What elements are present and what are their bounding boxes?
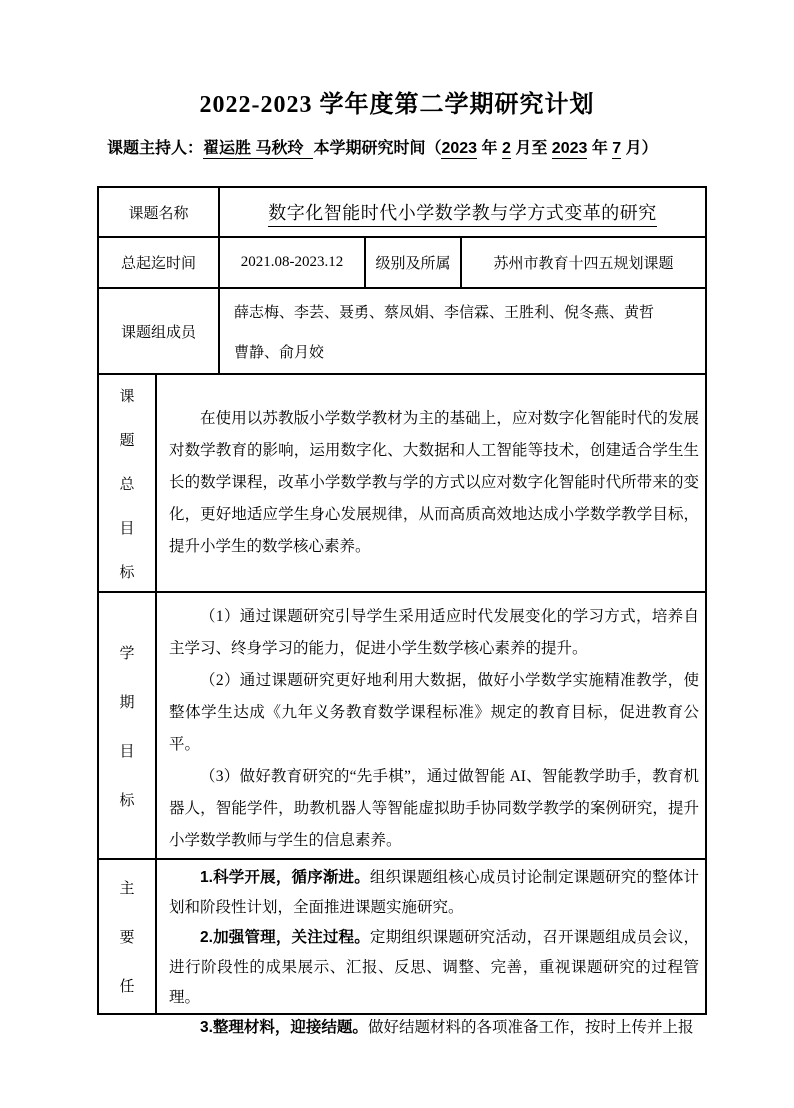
row-topic-name: [98, 187, 706, 237]
members-line-1: 薛志梅、李芸、聂勇、蔡凤娟、李信霖、王胜利、倪冬燕、黄哲: [234, 305, 655, 321]
row-overall-goal: [98, 374, 706, 592]
term-goal-label-stack: [99, 642, 155, 810]
task-2-text: 定期组织课题研究活动，召开课题组成员会议，进行阶段性的成果展示、汇报、反思、调整、完善，重视课题研究的过程管理。: [169, 929, 700, 1006]
task-item-3: [169, 1013, 699, 1043]
research-plan-table: [97, 186, 707, 1036]
end-month: 7: [612, 140, 622, 157]
term-goal-paragraph-3: （3）做好教育研究的“先手棋”，通过做智能 AI、智能教学助手，教育机器人，智能学件，助教机器人等智能虚拟助手协同数学教学的案例研究，提升小学数学教师与学生的信息素养。: [169, 768, 700, 849]
duration-value: 2021.08-2023.12: [219, 237, 365, 288]
task-3-lead: 3.整理材料，迎接结题。: [200, 1019, 368, 1036]
members-line-2: 曹静、俞月姣: [234, 345, 325, 361]
row-duration-level: [98, 237, 706, 288]
end-year: 2023: [551, 140, 588, 157]
month-to-unit: 月至: [510, 140, 552, 157]
task-1-text: 组织课题组核心成员讨论制定课题研究的整体计划和阶段性计划，全面推进课题实施研究。: [169, 869, 700, 916]
members-cell: [219, 288, 706, 374]
task-2-lead: 2.加强管理，关注过程。: [200, 929, 370, 946]
overall-goal-char: 课: [119, 388, 135, 405]
topic-name-label: 课题名称: [98, 187, 219, 237]
term-goal-paragraph-1: （1）通过课题研究引导学生采用适应时代发展变化的学习方式，培养自主学习、终身学习的能力，促进小学生数学核心素养的提升。: [169, 608, 700, 657]
term-goal-paragraph-2: （2）通过课题研究更好地利用大数据，做好小学数学实施精准教学，使整体学生达成《九年义务教育数学课程标准》规定的教育目标，促进教育公平。: [169, 672, 700, 753]
term-goal-char: 学: [119, 645, 135, 662]
topic-title-text: 数字化智能时代小学数学教与学方式变革的研究: [268, 203, 657, 227]
term-goal-label: [98, 592, 156, 859]
start-month: 2: [501, 140, 511, 157]
term-goal-cell: [156, 592, 706, 859]
start-year: 2023: [441, 140, 478, 157]
overall-goal-char: 题: [119, 432, 135, 449]
research-time-label: 本学期研究时间（: [313, 140, 442, 157]
members-label: 课题组成员: [98, 288, 219, 374]
main-tasks-char: 要: [119, 930, 135, 946]
overall-goal-char: 标: [119, 564, 135, 581]
year-unit-1: 年: [477, 140, 502, 157]
host-names: 翟运胜 马秋玲: [203, 140, 313, 159]
host-label: 课题主持人：: [107, 140, 204, 157]
level-value: 苏州市教育十四五规划课题: [461, 237, 706, 288]
term-goal-char: 期: [119, 694, 135, 711]
task-item-2: [169, 923, 699, 1013]
overall-goal-cell: [156, 374, 706, 592]
term-goal-char: 目: [119, 743, 135, 760]
level-label: 级别及所属: [365, 237, 461, 288]
host-line: [107, 135, 658, 158]
main-tasks-clip: [169, 863, 700, 1036]
overall-goal-char: 总: [119, 476, 135, 493]
main-tasks-cell: [156, 859, 706, 1036]
main-tasks-label-stack: [99, 877, 155, 996]
main-tasks-char: 任: [119, 979, 135, 995]
overall-goal-text: 在使用以苏教版小学数学教材为主的基础上，应对数字化智能时代的发展对数学教育的影响，运用数字化、大数据和人工智能等技术，创建适合学生生长的数学课程，改革小学数学教与学的方式以应对数字化智能时代所带来的变化，更好地适应学生身心发展规律，从而高质高效地达成小学数学教学目标，提升小学生的数学核心素养。: [169, 410, 700, 555]
task-item-1: [169, 863, 699, 923]
month-close-unit: 月）: [621, 140, 658, 157]
main-tasks-label: [98, 859, 156, 1014]
duration-label: 总起迄时间: [98, 237, 219, 288]
overall-goal-label-stack: [99, 385, 155, 582]
overall-goal-char: 目: [119, 520, 135, 537]
task-3-text: 做好结题材料的各项准备工作，按时上传并上报: [367, 1019, 694, 1036]
row-members: [98, 288, 706, 374]
row-main-tasks: [98, 859, 706, 1014]
main-tasks-char: 主: [119, 881, 135, 897]
term-goal-char: 标: [119, 792, 135, 809]
page-title: 2022-2023 学年度第二学期研究计划: [199, 92, 595, 118]
overall-goal-label: [98, 374, 156, 592]
year-unit-2: 年: [587, 140, 613, 157]
row-term-goal: [98, 592, 706, 859]
task-1-lead: 1.科学开展，循序渐进。: [200, 869, 370, 886]
topic-name-cell: [219, 187, 706, 237]
